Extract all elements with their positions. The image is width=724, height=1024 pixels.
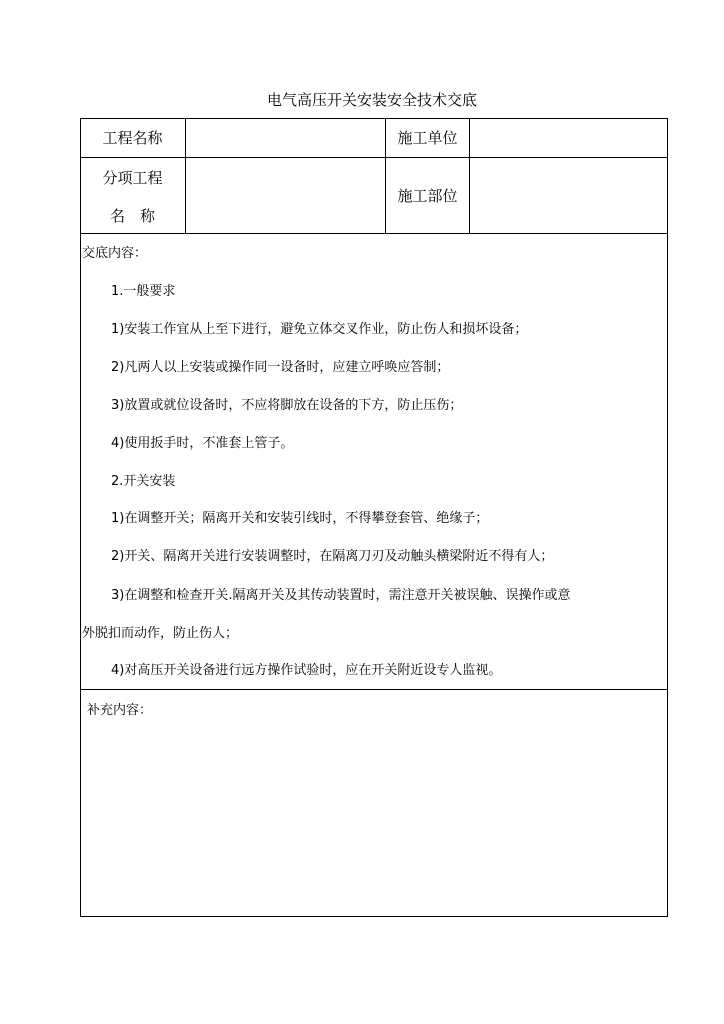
content-heading: 2.开关安装	[111, 474, 176, 489]
content-item: 3)在调整和检查开关.隔离开关及其传动装置时，需注意开关被误触、误操作或意	[111, 588, 571, 603]
content-label: 交底内容：	[82, 246, 148, 261]
content-item: 4)对高压开关设备进行远方操作试验时，应在开关附近设专人监视。	[111, 663, 502, 678]
row-divider	[80, 689, 668, 690]
project-name-label: 工程名称	[102, 129, 163, 147]
sub-project-label-line2: 名 称	[109, 207, 155, 225]
content-item: 1)安装工作宜从上至下进行，避免立体交叉作业，防止伤人和损坏设备；	[111, 322, 528, 337]
content-item: 2)开关、隔离开关进行安装调整时，在隔离刀刃及动触头横梁附近不得有人；	[111, 549, 554, 564]
content-item: 3)放置或就位设备时，不应将脚放在设备的下方，防止压伤；	[111, 398, 463, 413]
content-item-continuation: 外脱扣而动作，防止伤人；	[82, 626, 239, 641]
content-heading: 1.一般要求	[111, 284, 176, 299]
row-divider	[80, 233, 668, 234]
column-divider	[469, 118, 470, 233]
row-divider	[80, 157, 668, 158]
content-item: 1)在调整开关；隔离开关和安装引线时，不得攀登套管、绝缘子；	[111, 511, 489, 526]
sub-project-label-line1: 分项工程	[102, 169, 163, 187]
supplement-label: 补充内容：	[87, 703, 153, 718]
content-item: 4)使用扳手时，不准套上管子。	[111, 436, 294, 451]
construction-location-label: 施工部位	[397, 187, 458, 205]
content-item: 2)凡两人以上安装或操作同一设备时，应建立呼唤应答制；	[111, 360, 450, 375]
document-title: 电气高压开关安装安全技术交底	[266, 91, 477, 109]
construction-unit-label: 施工单位	[397, 129, 458, 147]
column-divider	[185, 118, 186, 233]
